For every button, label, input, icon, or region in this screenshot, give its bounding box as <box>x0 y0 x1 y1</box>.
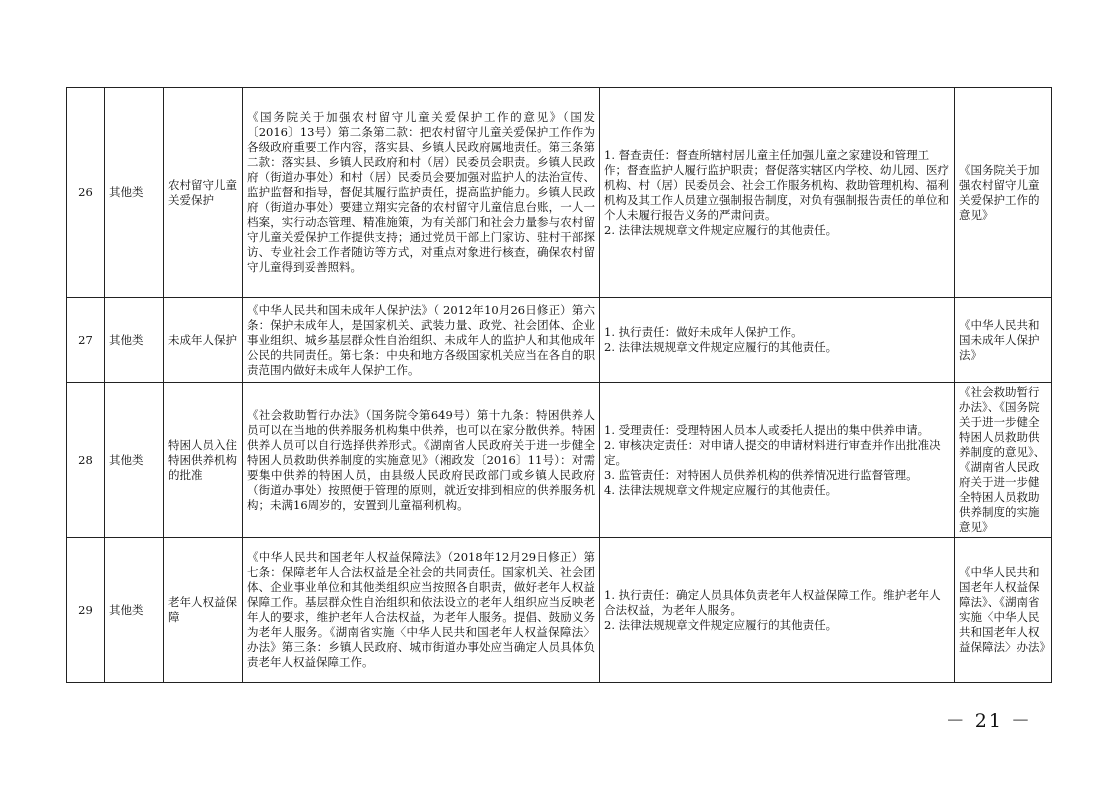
responsibility-item: 2. 法律法规规章文件规定应履行的其他责任。 <box>604 340 838 354</box>
row-responsibilities <box>600 88 955 298</box>
responsibility-table <box>66 87 1052 683</box>
row-category: 其他类 <box>105 383 164 538</box>
table-row <box>67 538 1052 683</box>
basis-text: 《国务院关于加强农村留守儿童关爱保护工作的意见》（国发〔2016〕13号）第二条第二款：把农村留守儿童关爱保护工作作为各级政府重要工作内容，落实县、乡镇人民政府属地责任。第三条第二款：落实县、乡镇人民政府和村（居）民委员会职责。乡镇人民政府（街道办事处）和村（居）民委员会要加强对监护人的法治宣传、监护监督和指导，督促其履行监护责任，提高监护能力。乡镇人民政府（街道办事处）要建立翔实完备的农村留守儿童信息台账，一人一档案，实行动态管理、精准施策，为有关部门和社会力量参与农村留守儿童关爱保护工作提供支持；通过党员干部上门家访、驻村干部探访、专业社会工作者随访等方式，对重点对象进行核查，确保农村留守儿童得到妥善照料。 <box>247 110 595 274</box>
row-category: 其他类 <box>105 538 164 683</box>
row-responsibilities <box>600 298 955 383</box>
basis-text: 《中华人民共和国老年人权益保障法》（2018年12月29日修正）第七条：保障老年人合法权益是全社会的共同责任。国家机关、社会团体、企业事业单位和其他类组织应当按照各自职责，做好老年人权益保障工作。基层群众性自治组织和依法设立的老年人组织应当反映老年人的要求，维护老年人合法权益，为老年人服务。提倡、鼓励义务为老年人服务。《湖南省实施〈中华人民共和国老年人权益保障法〉办法》第三条：乡镇人民政府、城市街道办事处应当确定人员具体负责老年人权益保障工作。 <box>247 550 595 669</box>
row-policy-source: 《中华人民共和国老年人权益保障法》、《湖南省实施〈中华人民共和国老年人权益保障法〉办法》 <box>955 538 1052 683</box>
page-number: － 21 － <box>945 710 1032 732</box>
row-policy-source: 《国务院关于加强农村留守儿童关爱保护工作的意见》 <box>955 88 1052 298</box>
row-item-name: 特困人员入住特困供养机构的批准 <box>164 383 243 538</box>
responsibility-item: 2. 法律法规规章文件规定应履行的其他责任。 <box>604 617 838 632</box>
responsibility-item: 4. 法律法规规章文件规定应履行的其他责任。 <box>604 482 838 497</box>
row-number: 26 <box>67 88 105 298</box>
table-row <box>67 88 1052 298</box>
responsibility-item: 2. 法律法规规章文件规定应履行的其他责任。 <box>604 222 838 237</box>
row-legal-basis <box>243 298 600 383</box>
row-responsibilities <box>600 383 955 538</box>
row-number: 29 <box>67 538 105 683</box>
basis-text: 《社会救助暂行办法》（国务院令第649号）第十九条：特困供养人员可以在当地的供养服务机构集中供养，也可以在家分散供养。特困供养人员可以自行选择供养形式。《湖南省人民政府关于进一步健全特困人员救助供养制度的实施意见》（湘政发〔2016〕11号）：对需要集中供养的特困人员，由县级人民政府民政部门或乡镇人民政府（街道办事处）按照便于管理的原则，就近安排到相应的供养服务机构；未满16周岁的，安置到儿童福利机构。 <box>247 407 595 512</box>
row-number: 27 <box>67 298 105 383</box>
responsibility-item: 1. 受理责任：受理特困人员本人或委托人提出的集中供养申请。 <box>604 422 930 437</box>
row-legal-basis <box>243 88 600 298</box>
basis-text: 《中华人民共和国未成年人保护法》（ 2012年10月26日修正）第六条：保护未成年人，是国家机关、武装力量、政党、社会团体、企业事业组织、城乡基层群众性自治组织、未成年人的监护人和其他成年公民的共同责任。第七条：中央和地方各级国家机关应当在各自的职责范围内做好未成年人保护工作。 <box>247 302 595 377</box>
table-row <box>67 383 1052 538</box>
responsibility-item: 1. 执行责任：确定人员具体负责老年人权益保障工作。维护老年人合法权益，为老年人服务。 <box>604 587 941 617</box>
row-category: 其他类 <box>105 298 164 383</box>
responsibility-item: 1. 执行责任：做好未成年人保护工作。 <box>604 325 803 339</box>
row-number: 28 <box>67 383 105 538</box>
table-row <box>67 298 1052 383</box>
row-policy-source: 《社会救助暂行办法》、《国务院关于进一步健全特困人员救助供养制度的意见》、《湖南省人民政府关于进一步健全特困人员救助供养制度的实施意见》 <box>955 383 1052 538</box>
row-responsibilities <box>600 538 955 683</box>
row-legal-basis <box>243 538 600 683</box>
row-category: 其他类 <box>105 88 164 298</box>
row-item-name: 农村留守儿童关爱保护 <box>164 88 243 298</box>
row-item-name: 未成年人保护 <box>164 298 243 383</box>
responsibility-item: 3. 监管责任：对特困人员供养机构的供养情况进行监督管理。 <box>604 467 918 482</box>
responsibility-item: 1. 督查责任：督查所辖村居儿童主任加强儿童之家建设和管理工作；督查监护人履行监护职责；督促落实辖区内学校、幼儿园、医疗机构、村（居）民委员会、社会工作服务机构、救助管理机构、福利机构及其工作人员建立强制报告制度，对负有强制报告责任的单位和个人未履行报告义务的严肃问责。 <box>604 147 949 222</box>
row-item-name: 老年人权益保障 <box>164 538 243 683</box>
row-policy-source: 《中华人民共和国未成年人保护法》 <box>955 298 1052 383</box>
row-legal-basis <box>243 383 600 538</box>
responsibility-item: 2. 审核决定责任：对申请人提交的申请材料进行审查并作出批准决定。 <box>604 437 941 467</box>
